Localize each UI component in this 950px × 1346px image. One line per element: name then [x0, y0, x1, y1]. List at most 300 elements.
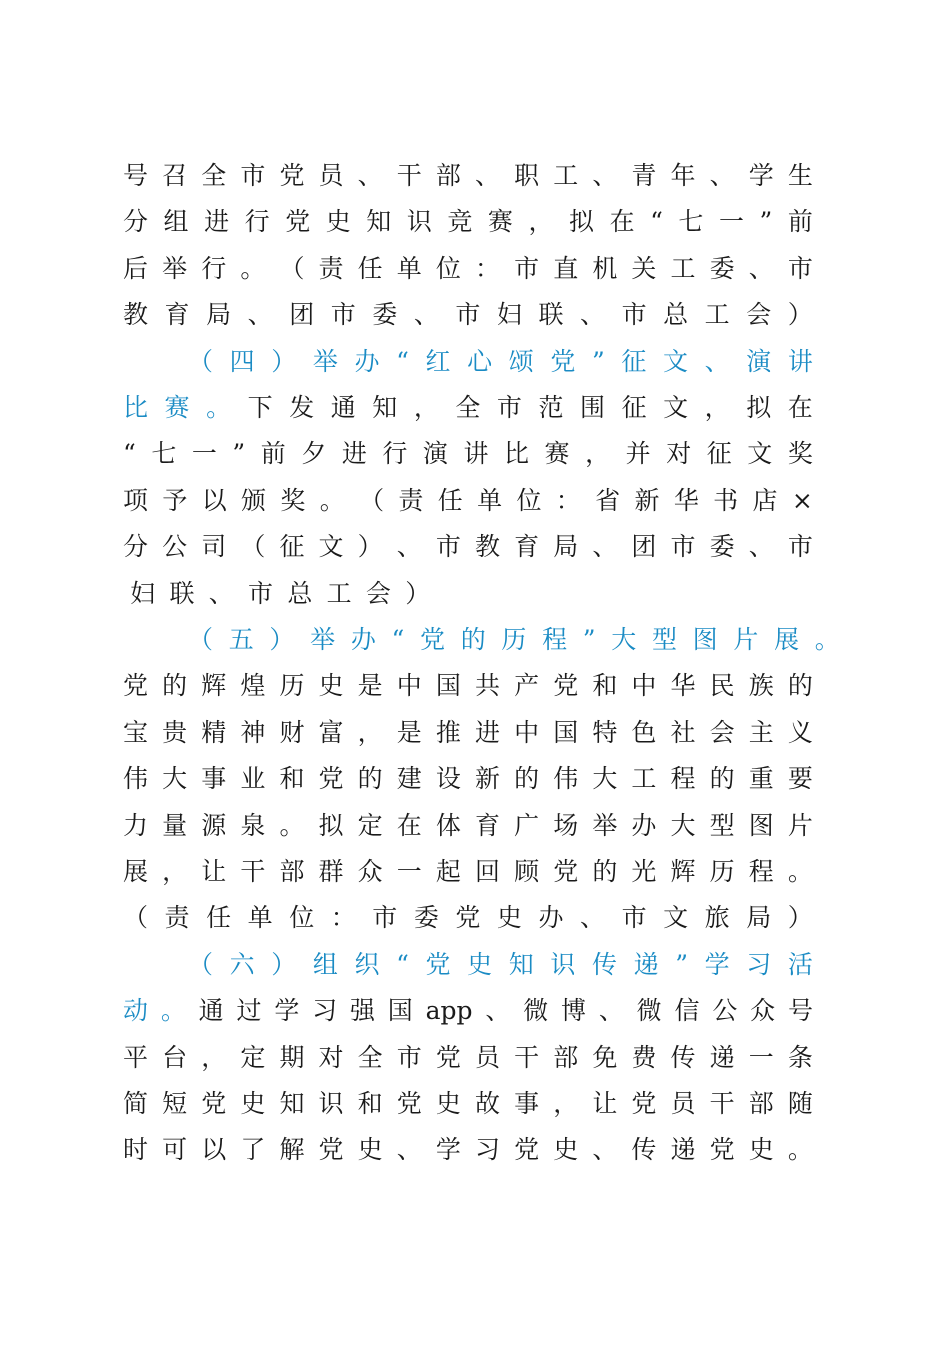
body-char: 干 — [709, 1089, 735, 1118]
heading-char: 的 — [460, 625, 486, 654]
body-char: 建 — [396, 764, 422, 794]
body-char: 特 — [592, 717, 618, 747]
body-char: 回 — [474, 857, 500, 886]
body-char: 部 — [435, 161, 461, 190]
body-char: 要 — [787, 764, 813, 794]
body-char: 市 — [396, 1042, 422, 1072]
body-char: 市 — [248, 578, 274, 608]
body-char: ： — [330, 903, 356, 933]
body-char: 文 — [663, 393, 689, 422]
heading-char: 文 — [663, 346, 689, 376]
text-line — [123, 759, 813, 799]
heading-char: 史 — [467, 949, 493, 979]
body-char: 进 — [474, 717, 500, 747]
heading-char: 递 — [633, 949, 659, 979]
body-char: 位 — [289, 903, 315, 933]
heading-char: 举 — [312, 346, 338, 376]
body-char: 七 — [151, 439, 177, 469]
body-char: 书 — [713, 485, 739, 515]
body-char: 文 — [747, 439, 773, 469]
body-char: × — [791, 485, 813, 515]
body-char: 平 — [123, 1042, 149, 1072]
body-char: 史 — [357, 1135, 383, 1165]
body-char: 组 — [163, 207, 189, 237]
body-char: 定 — [240, 1042, 266, 1072]
body-char: 的 — [514, 764, 540, 794]
body-char: 前 — [260, 439, 286, 469]
body-char: 让 — [201, 857, 227, 886]
body-char: ， — [162, 857, 188, 886]
body-char: ， — [704, 393, 730, 422]
body-char: 定 — [357, 810, 383, 840]
text-line — [188, 620, 840, 660]
body-char: 下 — [247, 393, 273, 422]
body-char: 行 — [382, 439, 408, 469]
body-char: 干 — [240, 857, 266, 886]
body-char: 、 — [709, 161, 735, 190]
body-char: 部 — [279, 857, 305, 886]
heading-char: 片 — [733, 625, 759, 654]
body-char: 、 — [580, 300, 606, 330]
body-char: 市 — [621, 903, 647, 933]
body-char: 史 — [496, 903, 522, 933]
text-line — [123, 295, 813, 335]
body-char: 程 — [670, 764, 696, 794]
body-char: 委 — [372, 300, 398, 330]
body-char: 色 — [631, 717, 657, 747]
body-char: 委 — [709, 253, 735, 283]
body-char: 育 — [474, 810, 500, 840]
heading-char: 办 — [354, 346, 380, 376]
body-char: app — [425, 996, 473, 1026]
body-char: 妇 — [130, 578, 156, 608]
body-char: 予 — [162, 485, 188, 515]
body-char: 并 — [625, 439, 651, 469]
body-char: （ — [279, 253, 305, 283]
body-char: 办 — [631, 810, 657, 840]
body-char: 任 — [437, 485, 463, 515]
body-char: 演 — [422, 439, 448, 469]
body-char: 体 — [435, 810, 461, 840]
body-char: 市 — [496, 393, 522, 422]
body-char: 项 — [123, 485, 149, 515]
body-char: 市 — [240, 161, 266, 190]
heading-char: 赛 — [164, 393, 190, 422]
body-char: 夕 — [301, 439, 327, 469]
body-char: 工 — [631, 764, 657, 794]
body-char: 位 — [516, 485, 542, 515]
body-char: 会 — [709, 717, 735, 747]
text-line — [123, 1038, 813, 1078]
heading-char: 活 — [787, 949, 813, 979]
body-char: 博 — [561, 996, 587, 1026]
text-line — [123, 991, 813, 1031]
body-char: 众 — [750, 996, 776, 1026]
body-char: 信 — [674, 996, 700, 1026]
body-char: 微 — [523, 996, 549, 1026]
body-char: 国 — [387, 996, 413, 1026]
body-char: ， — [528, 207, 554, 237]
body-char: 后 — [123, 253, 149, 283]
body-char: 随 — [787, 1089, 813, 1118]
body-char: 事 — [514, 1089, 540, 1118]
body-char: 中 — [396, 671, 422, 701]
body-char: 了 — [240, 1135, 266, 1165]
body-char: 比 — [504, 439, 530, 469]
body-char: 学 — [748, 161, 774, 190]
body-char: 、 — [592, 532, 618, 562]
heading-char: 知 — [508, 949, 534, 979]
body-char: 、 — [396, 532, 422, 562]
body-char: 党 — [279, 161, 305, 190]
body-char: 发 — [289, 393, 315, 422]
body-char: 史 — [435, 1089, 461, 1118]
body-char: 大 — [670, 810, 696, 840]
body-char: 通 — [330, 393, 356, 422]
body-char: 通 — [198, 996, 224, 1026]
body-char: 新 — [634, 485, 660, 515]
body-char: 市 — [621, 300, 647, 330]
heading-char: 。 — [206, 393, 232, 422]
body-char: 对 — [318, 1042, 344, 1072]
body-char: 片 — [787, 810, 813, 840]
body-char: 单 — [477, 485, 503, 515]
body-char: 号 — [123, 161, 149, 190]
heading-char: 型 — [651, 625, 677, 654]
heading-char: 红 — [425, 346, 451, 376]
body-char: 党 — [201, 1089, 227, 1118]
body-char: 、 — [748, 532, 774, 562]
body-char: 司 — [201, 532, 227, 562]
text-line — [123, 527, 813, 567]
body-char: 广 — [514, 810, 540, 840]
body-char: 煌 — [240, 671, 266, 701]
body-char: 干 — [396, 161, 422, 190]
body-char: 史 — [325, 207, 351, 237]
body-char: ， — [413, 393, 439, 422]
body-char: 史 — [240, 1089, 266, 1118]
heading-char: 党 — [550, 346, 576, 376]
body-char: 围 — [580, 393, 606, 422]
body-char: ） — [405, 578, 431, 608]
heading-char: 心 — [467, 346, 493, 376]
body-char: 源 — [201, 810, 227, 840]
body-char: 联 — [538, 300, 564, 330]
heading-char: ” — [592, 346, 605, 376]
body-char: 以 — [201, 1135, 227, 1165]
body-char: 工 — [670, 253, 696, 283]
text-line — [123, 852, 813, 892]
body-char: 直 — [553, 253, 579, 283]
body-char: 总 — [663, 300, 689, 330]
body-char: 主 — [748, 717, 774, 747]
body-char: 宝 — [123, 717, 149, 747]
body-char: 赛 — [544, 439, 570, 469]
heading-char: 图 — [692, 625, 718, 654]
body-char: 、 — [598, 996, 624, 1026]
body-char: 和 — [357, 1089, 383, 1118]
body-char: 对 — [666, 439, 692, 469]
body-char: 义 — [787, 717, 813, 747]
heading-char: 颂 — [508, 346, 534, 376]
body-char: 工 — [326, 578, 352, 608]
heading-char: 比 — [123, 393, 149, 422]
body-char: 的 — [357, 764, 383, 794]
body-char: 举 — [592, 810, 618, 840]
body-char: ， — [553, 1089, 579, 1118]
body-char: 知 — [372, 393, 398, 422]
body-char: ： — [474, 253, 500, 283]
body-char: 、 — [580, 903, 606, 933]
body-char: 讲 — [463, 439, 489, 469]
body-char: 的 — [787, 671, 813, 701]
body-char: 光 — [631, 857, 657, 886]
body-char: 、 — [592, 1135, 618, 1165]
body-char: 图 — [748, 810, 774, 840]
text-line — [123, 574, 813, 614]
body-char: “ — [650, 207, 663, 237]
body-char: 举 — [162, 253, 188, 283]
body-char: 。 — [240, 253, 266, 283]
body-char: 团 — [631, 532, 657, 562]
body-char: （ — [359, 485, 385, 515]
body-char: 干 — [514, 1042, 540, 1072]
body-char: 拟 — [746, 393, 772, 422]
body-char: 市 — [330, 300, 356, 330]
body-char: 国 — [553, 717, 579, 747]
body-char: 展 — [123, 857, 149, 886]
text-line — [123, 666, 813, 706]
body-char: 场 — [553, 810, 579, 840]
body-char: 机 — [592, 253, 618, 283]
body-char: 共 — [474, 671, 500, 701]
body-char: 重 — [748, 764, 774, 794]
body-char: 华 — [670, 671, 696, 701]
body-char: 。 — [787, 1135, 813, 1165]
body-char: 单 — [396, 253, 422, 283]
body-char: 、 — [357, 161, 383, 190]
body-char: 费 — [631, 1042, 657, 1072]
heading-char: ） — [269, 625, 295, 654]
heading-char: （ — [188, 949, 214, 979]
heading-char: 党 — [419, 625, 445, 654]
body-char: 责 — [398, 485, 424, 515]
body-char: 强 — [349, 996, 375, 1026]
body-char: 公 — [162, 532, 188, 562]
body-char: 的 — [709, 764, 735, 794]
heading-char: 组 — [312, 949, 338, 979]
body-char: 委 — [413, 903, 439, 933]
body-char: 党 — [123, 671, 149, 701]
text-line — [123, 434, 813, 474]
body-char: 识 — [406, 207, 432, 237]
body-char: 。 — [787, 857, 813, 886]
body-char: ” — [759, 207, 773, 237]
body-char: 短 — [162, 1089, 188, 1118]
heading-char: 、 — [704, 346, 730, 376]
body-char: 推 — [435, 717, 461, 747]
body-char: 期 — [279, 1042, 305, 1072]
body-char: 党 — [514, 1135, 540, 1165]
body-char: 一 — [748, 1042, 774, 1072]
text-line — [123, 156, 813, 196]
body-char: 以 — [201, 485, 227, 515]
body-char: 党 — [455, 903, 481, 933]
body-char: 办 — [538, 903, 564, 933]
heading-char: 五 — [228, 625, 254, 654]
body-char: 程 — [748, 857, 774, 886]
body-char: 伟 — [123, 764, 149, 794]
body-char: 一 — [191, 439, 217, 469]
body-char: 全 — [201, 161, 227, 190]
body-char: 华 — [673, 485, 699, 515]
body-char: 颁 — [241, 485, 267, 515]
heading-char: 展 — [774, 625, 800, 654]
body-char: 分 — [123, 207, 149, 237]
body-char: 党 — [631, 1089, 657, 1118]
body-char: 文 — [318, 532, 344, 562]
body-char: 员 — [318, 161, 344, 190]
body-char: 市 — [372, 903, 398, 933]
body-char: 、 — [474, 161, 500, 190]
body-char: 党 — [318, 1135, 344, 1165]
text-line — [123, 1130, 813, 1170]
heading-char: ” — [582, 625, 596, 654]
body-char: 故 — [474, 1089, 500, 1118]
body-char: 奖 — [280, 485, 306, 515]
body-char: 、 — [592, 161, 618, 190]
body-char: 行 — [244, 207, 270, 237]
body-char: 会 — [365, 578, 391, 608]
body-char: 量 — [162, 810, 188, 840]
body-char: 和 — [279, 764, 305, 794]
body-char: 国 — [435, 671, 461, 701]
heading-char: 识 — [550, 949, 576, 979]
body-char: 习 — [312, 996, 338, 1026]
body-char: 局 — [553, 532, 579, 562]
body-char: 的 — [162, 671, 188, 701]
body-char: 史 — [553, 1135, 579, 1165]
body-char: 力 — [123, 810, 149, 840]
body-char: 民 — [709, 671, 735, 701]
body-char: 微 — [636, 996, 662, 1026]
body-char: 店 — [752, 485, 778, 515]
body-char: 时 — [123, 1135, 149, 1165]
body-char: 党 — [318, 764, 344, 794]
body-char: 征 — [706, 439, 732, 469]
body-char: 、 — [485, 996, 511, 1026]
body-char: 拟 — [318, 810, 344, 840]
body-char: 拟 — [569, 207, 595, 237]
body-char: 。 — [319, 485, 345, 515]
body-char: 生 — [787, 161, 813, 190]
body-char: 召 — [162, 161, 188, 190]
body-char: 省 — [595, 485, 621, 515]
heading-char: （ — [188, 346, 214, 376]
body-char: 公 — [712, 996, 738, 1026]
heading-char: 六 — [229, 949, 255, 979]
body-char: ， — [357, 717, 383, 747]
heading-char: 党 — [425, 949, 451, 979]
body-char: 会 — [746, 300, 772, 330]
body-char: 党 — [553, 857, 579, 886]
text-line — [188, 945, 813, 985]
body-char: 关 — [631, 253, 657, 283]
body-char: 责 — [318, 253, 344, 283]
body-char: ， — [585, 439, 611, 469]
heading-char: ” — [675, 949, 689, 979]
body-char: 教 — [123, 300, 149, 330]
body-char: 工 — [704, 300, 730, 330]
body-char: 事 — [201, 764, 227, 794]
body-char: 让 — [592, 1089, 618, 1118]
body-char: 部 — [748, 1089, 774, 1118]
body-char: 富 — [318, 717, 344, 747]
body-char: 全 — [455, 393, 481, 422]
body-char: ） — [787, 903, 813, 933]
heading-char: 传 — [592, 949, 618, 979]
heading-char: ） — [271, 346, 297, 376]
heading-char: 办 — [350, 625, 376, 654]
body-char: ” — [232, 439, 246, 469]
body-char: 号 — [787, 996, 813, 1026]
heading-char: 程 — [542, 625, 568, 654]
body-char: 型 — [709, 810, 735, 840]
body-char: 泉 — [240, 810, 266, 840]
body-char: 分 — [123, 532, 149, 562]
body-char: 教 — [474, 532, 500, 562]
heading-char: 织 — [354, 949, 380, 979]
body-char: 新 — [474, 764, 500, 794]
body-char: 文 — [663, 903, 689, 933]
body-char: 任 — [357, 253, 383, 283]
body-char: 妇 — [496, 300, 522, 330]
body-char: 过 — [236, 996, 262, 1026]
body-char: 传 — [670, 1042, 696, 1072]
body-char: 辉 — [670, 857, 696, 886]
body-char: 、 — [208, 578, 234, 608]
body-char: ） — [787, 300, 813, 330]
text-line — [123, 481, 813, 521]
heading-char: 历 — [501, 625, 527, 654]
heading-char: 动 — [123, 996, 149, 1026]
body-char: 进 — [204, 207, 230, 237]
body-char: 党 — [553, 671, 579, 701]
body-char: 设 — [435, 764, 461, 794]
body-char: 在 — [396, 810, 422, 840]
body-char: 前 — [787, 207, 813, 237]
body-char: 市 — [435, 532, 461, 562]
body-char: 、 — [396, 1135, 422, 1165]
body-char: 精 — [201, 717, 227, 747]
body-char: 在 — [609, 207, 635, 237]
body-char: 位 — [435, 253, 461, 283]
body-char: 条 — [787, 1042, 813, 1072]
body-char: 识 — [318, 1089, 344, 1118]
body-char: 赛 — [487, 207, 513, 237]
body-char: 知 — [279, 1089, 305, 1118]
heading-char: 征 — [621, 346, 647, 376]
body-char: 财 — [279, 717, 305, 747]
text-line — [123, 806, 813, 846]
heading-char: 习 — [746, 949, 772, 979]
body-char: 党 — [435, 1042, 461, 1072]
body-char: 大 — [162, 764, 188, 794]
body-char: 竞 — [447, 207, 473, 237]
body-char: （ — [123, 903, 149, 933]
body-char: 学 — [274, 996, 300, 1026]
heading-char: “ — [396, 949, 409, 979]
